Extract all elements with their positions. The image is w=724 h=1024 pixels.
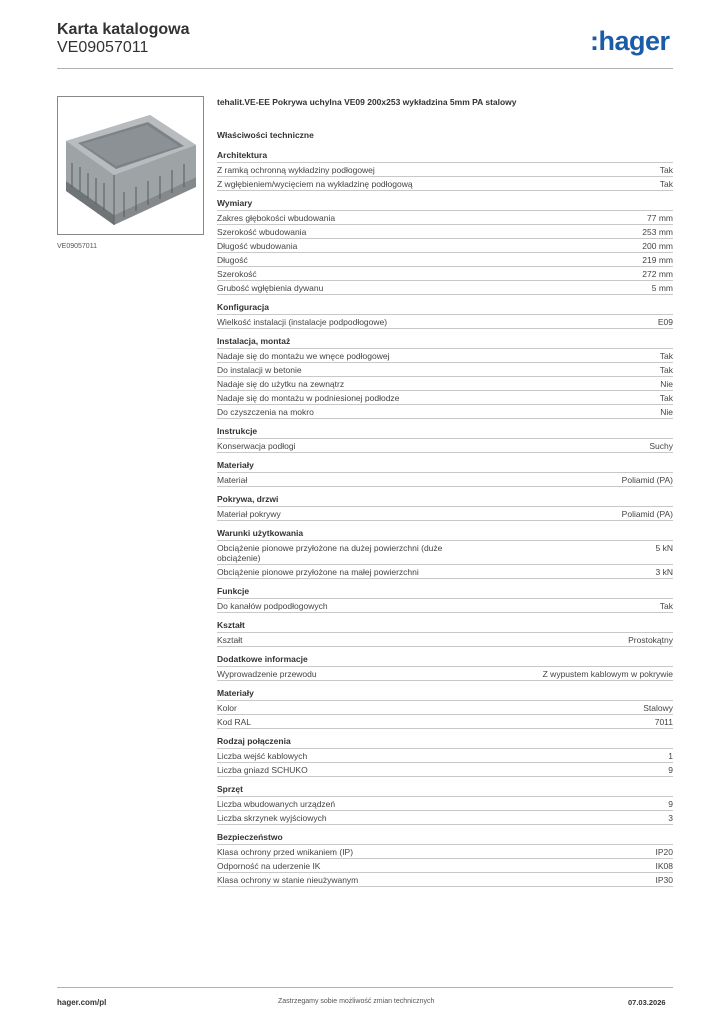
spec-section [217, 302, 673, 329]
spec-row [217, 749, 673, 763]
spec-label: Konserwacja podłogi [217, 441, 296, 451]
spec-row [217, 599, 673, 613]
spec-row [217, 239, 673, 253]
spec-section [217, 654, 673, 681]
spec-section [217, 736, 673, 777]
section-title: Rodzaj połączenia [217, 736, 673, 749]
spec-section [217, 688, 673, 729]
spec-value: Tak [659, 179, 673, 189]
spec-label: Kolor [217, 703, 237, 713]
spec-row [217, 507, 673, 521]
spec-value: Suchy [649, 441, 673, 451]
spec-value: Tak [659, 365, 673, 375]
spec-row [217, 225, 673, 239]
section-title: Materiały [217, 460, 673, 473]
spec-label: Wielkość instalacji (instalacje podpodłogowe) [217, 317, 388, 327]
spec-value: Poliamid (PA) [621, 475, 673, 485]
spec-row [217, 541, 673, 565]
spec-row [217, 391, 673, 405]
spec-label: Do kanałów podpodłogowych [217, 601, 328, 611]
spec-label: Liczba gniazd SCHUKO [217, 765, 308, 775]
spec-label: Materiał pokrywy [217, 509, 281, 519]
spec-value: 7011 [654, 717, 673, 727]
spec-row [217, 281, 673, 295]
spec-section [217, 426, 673, 453]
spec-label: Grubość wgłębienia dywanu [217, 283, 324, 293]
spec-row [217, 859, 673, 873]
spec-value: 253 mm [642, 227, 673, 237]
product-code: VE09057011 [57, 39, 149, 56]
floor-box-cover-illustration [58, 97, 203, 234]
spec-label: Klasa ochrony w stanie nieużywanym [217, 875, 359, 885]
spec-value: 77 mm [647, 213, 673, 223]
spec-value: Tak [659, 393, 673, 403]
spec-value: 3 [668, 813, 673, 823]
spec-label: Z ramką ochronną wykładziny podłogowej [217, 165, 375, 175]
section-title: Dodatkowe informacje [217, 654, 673, 667]
spec-label: Kształt [217, 635, 243, 645]
section-title: Warunki użytkowania [217, 528, 673, 541]
spec-row [217, 377, 673, 391]
spec-value: 9 [668, 799, 673, 809]
spec-value: Stalowy [643, 703, 673, 713]
spec-row [217, 363, 673, 377]
spec-label: Długość [217, 255, 248, 265]
spec-label: Szerokość wbudowania [217, 227, 307, 237]
spec-value: 1 [668, 751, 673, 761]
spec-label: Liczba wbudowanych urządzeń [217, 799, 336, 809]
footer-disclaimer: Zastrzegamy sobie możliwość zmian technicznych [278, 998, 435, 1005]
footer-date: 07.03.2026 [628, 998, 666, 1007]
spec-sections [217, 150, 673, 887]
section-title: Bezpieczeństwo [217, 832, 673, 845]
spec-content [217, 95, 673, 894]
spec-section [217, 460, 673, 487]
spec-label: Zakres głębokości wbudowania [217, 213, 336, 223]
section-title: Sprzęt [217, 784, 673, 797]
spec-label: Liczba skrzynek wyjściowych [217, 813, 327, 823]
spec-section [217, 198, 673, 295]
spec-row [217, 405, 673, 419]
spec-row [217, 349, 673, 363]
spec-section [217, 528, 673, 579]
spec-section [217, 586, 673, 613]
spec-value: Poliamid (PA) [621, 509, 673, 519]
spec-section [217, 150, 673, 191]
spec-label: Obciążenie pionowe przyłożone na dużej powierzchni (duże obciążenie) [217, 543, 443, 563]
image-caption: VE09057011 [57, 243, 97, 250]
spec-row [217, 873, 673, 887]
spec-row [217, 715, 673, 729]
spec-value: IP20 [655, 847, 673, 857]
properties-heading: Właściwości techniczne [217, 130, 314, 140]
spec-value: Nie [660, 407, 673, 417]
spec-row [217, 565, 673, 579]
section-title: Instalacja, montaż [217, 336, 673, 349]
spec-label: Materiał [217, 475, 248, 485]
spec-value: IP30 [655, 875, 673, 885]
spec-section [217, 832, 673, 887]
spec-value: Tak [659, 165, 673, 175]
spec-value: E09 [657, 317, 673, 327]
section-title: Materiały [217, 688, 673, 701]
spec-label: Nadaje się do użytku na zewnątrz [217, 379, 345, 389]
spec-section [217, 494, 673, 521]
product-title: tehalit.VE-EE Pokrywa uchylna VE09 200x253 wykładzina 5mm PA stalowy [217, 97, 517, 107]
spec-row [217, 439, 673, 453]
spec-value: Prostokątny [628, 635, 673, 645]
header-divider [57, 68, 673, 69]
section-title: Kształt [217, 620, 673, 633]
spec-section [217, 784, 673, 825]
spec-label: Liczba wejść kablowych [217, 751, 308, 761]
spec-row [217, 253, 673, 267]
spec-value: 219 mm [642, 255, 673, 265]
spec-row [217, 811, 673, 825]
section-title: Wymiary [217, 198, 673, 211]
section-title: Konfiguracja [217, 302, 673, 315]
spec-label: Do instalacji w betonie [217, 365, 302, 375]
spec-value: Nie [660, 379, 673, 389]
spec-label: Kod RAL [217, 717, 252, 727]
spec-row [217, 797, 673, 811]
spec-row [217, 763, 673, 777]
spec-value: Tak [659, 351, 673, 361]
section-title: Architektura [217, 150, 673, 163]
spec-value: 5 mm [651, 283, 673, 293]
spec-row [217, 315, 673, 329]
spec-row [217, 211, 673, 225]
spec-value: 3 kN [655, 567, 673, 577]
spec-value: IK08 [655, 861, 673, 871]
spec-label: Z wgłębieniem/wycięciem na wykładzinę podłogową [217, 179, 413, 189]
footer-website[interactable]: hager.com/pl [57, 998, 107, 1007]
spec-row [217, 633, 673, 647]
spec-value: 9 [668, 765, 673, 775]
product-image [57, 96, 204, 235]
spec-row [217, 163, 673, 177]
spec-label: Obciążenie pionowe przyłożone na małej powierzchni [217, 567, 419, 577]
spec-label: Do czyszczenia na mokro [217, 407, 314, 417]
spec-label: Nadaje się do montażu we wnęce podłogowej [217, 351, 390, 361]
section-title: Pokrywa, drzwi [217, 494, 673, 507]
section-title: Funkcje [217, 586, 673, 599]
spec-label: Nadaje się do montażu w podniesionej podłodze [217, 393, 400, 403]
footer-divider [57, 987, 673, 988]
spec-label: Odporność na uderzenie IK [217, 861, 321, 871]
hager-logo: :hager [590, 26, 670, 56]
spec-row [217, 177, 673, 191]
spec-value: Z wypustem kablowym w pokrywie [542, 669, 673, 679]
spec-label: Klasa ochrony przed wnikaniem (IP) [217, 847, 354, 857]
spec-value: 272 mm [642, 269, 673, 279]
spec-row [217, 473, 673, 487]
spec-label: Długość wbudowania [217, 241, 298, 251]
spec-section [217, 620, 673, 647]
spec-row [217, 667, 673, 681]
spec-value: 200 mm [642, 241, 673, 251]
spec-label: Wyprowadzenie przewodu [217, 669, 317, 679]
spec-row [217, 267, 673, 281]
spec-value: 5 kN [655, 543, 673, 553]
page-title: Karta katalogowa [57, 21, 190, 38]
spec-label: Szerokość [217, 269, 257, 279]
section-title: Instrukcje [217, 426, 673, 439]
spec-section [217, 336, 673, 419]
spec-value: Tak [659, 601, 673, 611]
spec-row [217, 701, 673, 715]
spec-row [217, 845, 673, 859]
